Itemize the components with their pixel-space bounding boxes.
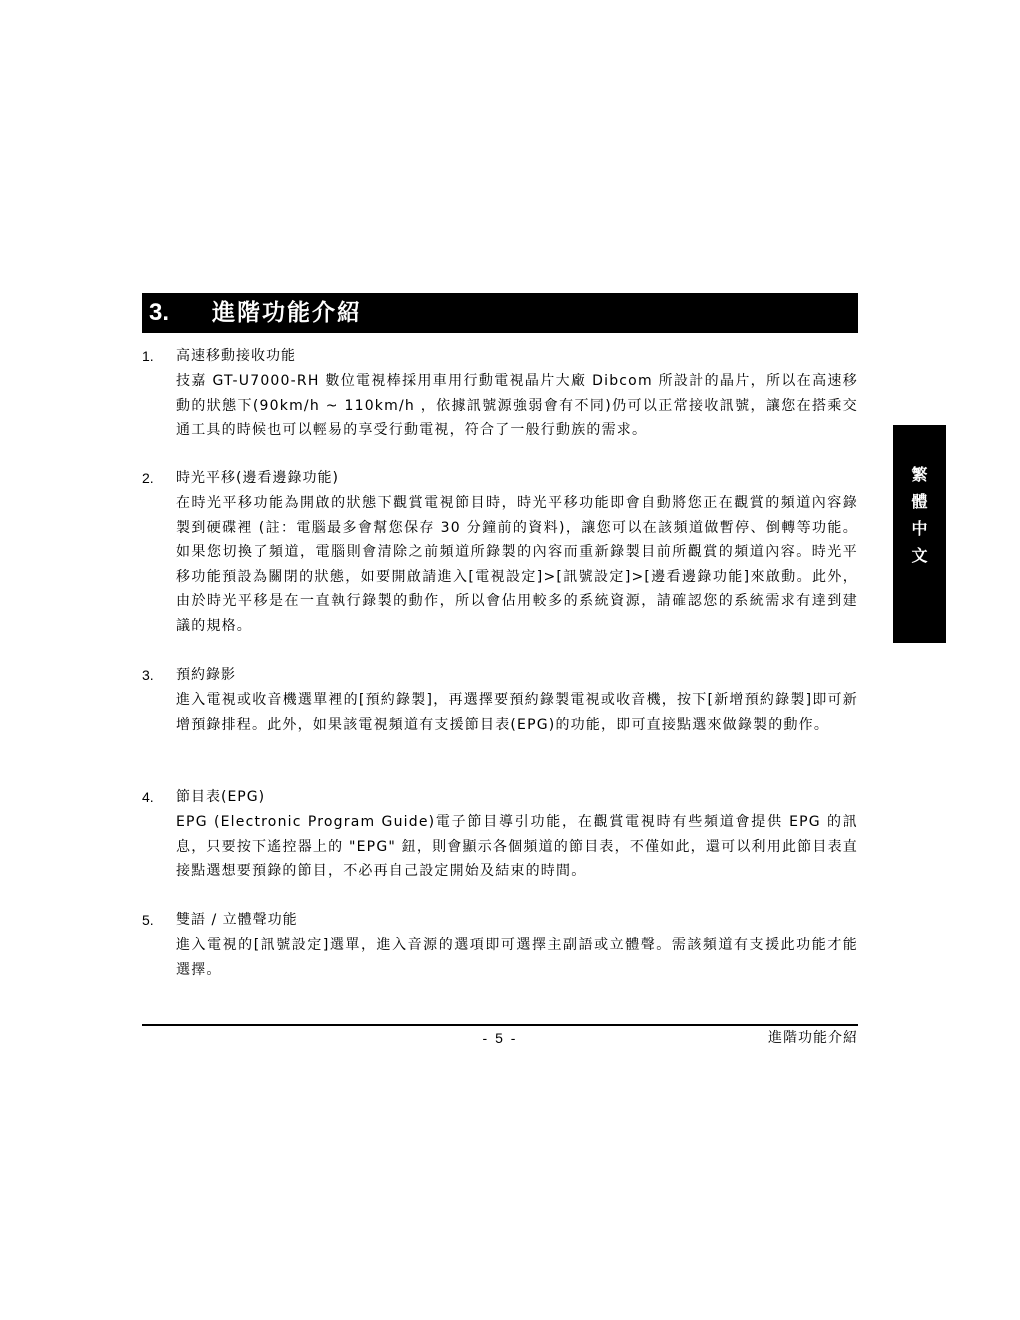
footer-title: 進階功能介紹: [768, 1030, 858, 1046]
section-number: 3.: [149, 299, 170, 326]
section-header: [142, 293, 858, 333]
item-number: 5.: [142, 912, 154, 928]
footer-divider: [142, 1024, 858, 1026]
item-heading: 高速移動接收功能: [176, 348, 296, 364]
item-number: 4.: [142, 789, 154, 805]
item-number: 3.: [142, 667, 154, 683]
item-body: 技嘉 GT-U7000-RH 數位電視棒採用車用行動電視晶片大廠 Dibcom 所設計的晶片，所以在高速移動的狀態下(90km/h ~ 110km/h ，依據訊號源強弱會有不同)仍可以正常接收訊號，讓您在搭乘交通工具的時候也可以輕易的享受行動電視，符合了一般行動族的需求。: [176, 373, 858, 438]
side-tab-char: 體: [911, 492, 928, 511]
side-tab-char: 繁: [911, 465, 928, 484]
side-tab-char: 文: [911, 546, 928, 565]
item-heading: 預約錄影: [176, 667, 236, 683]
item-body: EPG (Electronic Program Guide)電子節目導引功能，在觀賞電視時有些頻道會提供 EPG 的訊息，只要按下遙控器上的 "EPG" 鈕，則會顯示各個頻道的節目表，不僅如此，還可以利用此節目表直接點選想要預錄的節目，不必再自己設定開始及結束的時間。: [176, 814, 858, 879]
item-number: 1.: [142, 348, 154, 364]
item-body: 進入電視的[訊號設定]選單，進入音源的選項即可選擇主副語或立體聲。需該頻道有支援此功能才能選擇。: [176, 937, 858, 978]
item-heading: 雙語 / 立體聲功能: [176, 912, 298, 928]
item-number: 2.: [142, 470, 154, 486]
item-heading: 時光平移(邊看邊錄功能): [176, 470, 339, 486]
language-side-tab: [893, 425, 946, 643]
page-number: - 5 -: [482, 1030, 518, 1046]
item-body: 在時光平移功能為開啟的狀態下觀賞電視節目時，時光平移功能即會自動將您正在觀賞的頻道內容錄製到硬碟裡 (註：電腦最多會幫您保存 30 分鐘前的資料)，讓您可以在該頻道做暫停、倒轉等功能。如果您切換了頻道，電腦則會清除之前頻道所錄製的內容而重新錄製目前所觀賞的頻道內容。時光平移功能預設為關閉的狀態，如要開啟請進入[電視設定]>[訊號設定]>[邊看邊錄功能]來啟動。此外，由於時光平移是在一直執行錄製的動作，所以會佔用較多的系統資源，請確認您的系統需求有達到建議的規格。: [176, 495, 858, 634]
side-tab-char: 中: [911, 519, 928, 538]
item-body: 進入電視或收音機選單裡的[預約錄製]，再選擇要預約錄製電視或收音機，按下[新增預約錄製]即可新增預錄排程。此外，如果該電視頻道有支援節目表(EPG)的功能，即可直接點選來做錄製的動作。: [176, 692, 858, 733]
item-heading: 節目表(EPG): [176, 789, 266, 805]
section-title: 進階功能介紹: [212, 300, 362, 326]
